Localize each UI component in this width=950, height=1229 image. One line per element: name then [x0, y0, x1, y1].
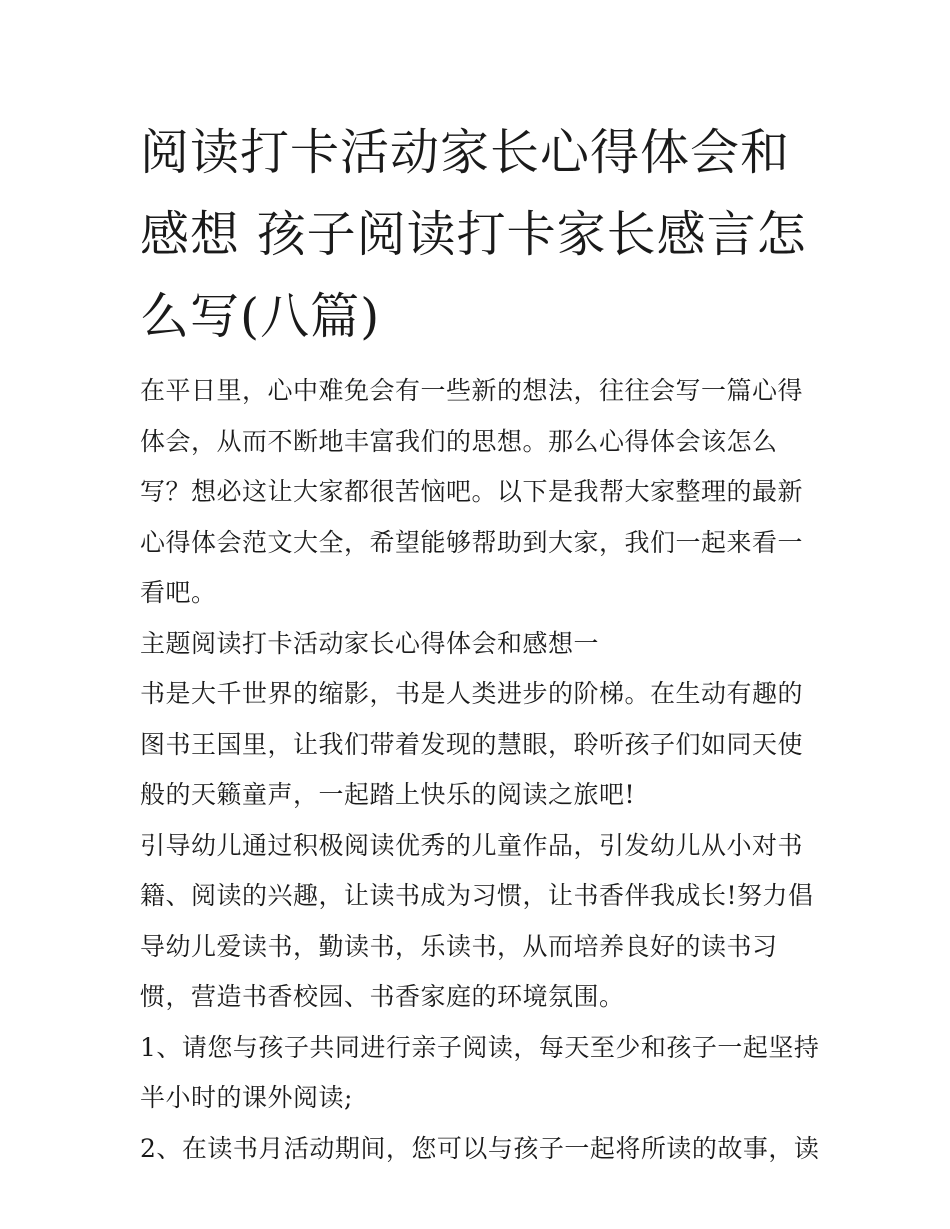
section-heading: 主题阅读打卡活动家长心得体会和感想一	[140, 628, 600, 658]
document-title: 阅读打卡活动家长心得体会和感想 孩子阅读打卡家长感言怎么写(八篇)	[140, 124, 807, 345]
body-paragraph: 引导幼儿通过积极阅读优秀的儿童作品，引发幼儿从小对书籍、阅读的兴趣，让读书成为习惯，让书香伴我成长!努力倡导幼儿爱读书，勤读书，乐读书，从而培养良好的读书习惯，营造书香校园、书香家庭的环境氛围。	[140, 830, 814, 1011]
intro-paragraph: 在平日里，心中难免会有一些新的想法，往往会写一篇心得体会，从而不断地丰富我们的思想。那么心得体会该怎么写？想必这让大家都很苦恼吧。以下是我帮大家整理的最新心得体会范文大全，希望能够帮助到大家，我们一起来看一看吧。	[140, 376, 804, 607]
document-page	[140, 112, 820, 1174]
list-item: 2、在读书月活动期间，您可以与孩子一起将所读的故事，读	[140, 1133, 820, 1163]
body-paragraph: 书是大千世界的缩影，书是人类进步的阶梯。在生动有趣的图书王国里，让我们带着发现的慧眼，聆听孩子们如同天使般的天籁童声，一起踏上快乐的阅读之旅吧!	[140, 679, 804, 809]
list-item: 1、请您与孩子共同进行亲子阅读，每天至少和孩子一起坚持半小时的课外阅读;	[140, 1032, 820, 1112]
